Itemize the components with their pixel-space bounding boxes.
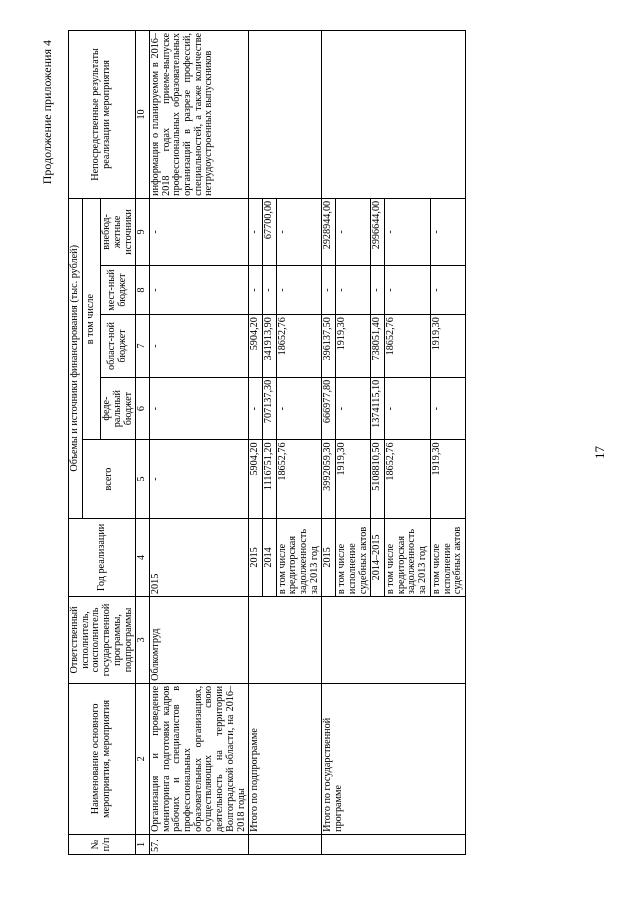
year: в том числе кредиторская задолженность за 2013 год (276, 518, 322, 596)
table-row (249, 31, 263, 855)
total: 1919,30 (336, 440, 371, 518)
extra: - (384, 198, 430, 265)
extra: - (249, 198, 263, 265)
col-number: 6 (136, 377, 150, 440)
regional: - (149, 315, 248, 378)
federal: - (336, 377, 371, 440)
regional: 18652,76 (276, 315, 322, 378)
year: в том числе исполнение судебных актов (430, 518, 465, 596)
col-number: 3 (136, 597, 150, 684)
federal: 707137,30 (262, 377, 276, 440)
federal: - (276, 377, 322, 440)
financing-table (68, 30, 466, 855)
local: - (384, 265, 430, 314)
year: 2014–2015 (371, 518, 385, 596)
local: - (336, 265, 371, 314)
col-number: 1 (136, 834, 150, 854)
federal: - (249, 377, 263, 440)
local: - (249, 265, 263, 314)
header-federal: феде-ральный бюджет (101, 377, 136, 440)
local: - (322, 265, 336, 314)
total: 18652,76 (276, 440, 322, 518)
regional: 341913,90 (262, 315, 276, 378)
year: 2015 (249, 518, 263, 596)
table-row (149, 31, 248, 855)
local: - (262, 265, 276, 314)
local: - (371, 265, 385, 314)
year: 2015 (322, 518, 336, 596)
extra: - (149, 198, 248, 265)
federal: - (430, 377, 465, 440)
total: 3992059,30 (322, 440, 336, 518)
local: - (149, 265, 248, 314)
page-number: 17 (592, 446, 607, 459)
header-including: в том числе (82, 198, 100, 440)
year: в том числе исполнение судебных актов (336, 518, 371, 596)
federal: 666977,80 (322, 377, 336, 440)
header-local: мест-ный бюджет (101, 265, 136, 314)
total: - (149, 440, 248, 518)
extra: 2996644,00 (371, 198, 385, 265)
regional: 18652,76 (384, 315, 430, 378)
federal: - (384, 377, 430, 440)
local: - (276, 265, 322, 314)
regional: 5904,20 (249, 315, 263, 378)
header-year: Год реализации (69, 518, 136, 596)
header-funding: Объемы и источники финансирования (тыс. рублей) (69, 198, 83, 518)
header-num: № п/п (69, 834, 136, 854)
regional: 1919,30 (430, 315, 465, 378)
subprogram-label: Итого по подпрограмме (249, 683, 322, 834)
continuation-title: Продолжение приложения 4 (40, 40, 54, 185)
row-number: 57. (149, 834, 248, 854)
regional: 396137,50 (322, 315, 336, 378)
executor: Облкомтруд (149, 597, 248, 684)
total: 5904,20 (249, 440, 263, 518)
total: 18652,76 (384, 440, 430, 518)
col-number: 4 (136, 518, 150, 596)
year: 2014 (262, 518, 276, 596)
federal: 1374115,10 (371, 377, 385, 440)
header-regional: област-ной бюджет (101, 315, 136, 378)
total: 1919,30 (430, 440, 465, 518)
header-activity: Наименование основного мероприятия, мероприятия (69, 683, 136, 834)
header-executor: Ответственный исполнитель, соисполнитель государственной программы, подпрограммы (69, 597, 136, 684)
extra: - (276, 198, 322, 265)
local: - (430, 265, 465, 314)
program-label: Итого по государственной программе (322, 683, 465, 834)
year: в том числе кредиторская задолженность за 2013 год (384, 518, 430, 596)
col-number: 2 (136, 683, 150, 834)
extra: 2928944,00 (322, 198, 336, 265)
header-extra: внебюд-жетные источники (101, 198, 136, 265)
total: 5108810,50 (371, 440, 385, 518)
col-number: 5 (136, 440, 150, 518)
extra: 67700,00 (262, 198, 276, 265)
header-results: Непосредственные результаты реализации мероприятия (69, 31, 136, 199)
total: 1116751,20 (262, 440, 276, 518)
col-number: 7 (136, 315, 150, 378)
activity-name: Организация и проведение мониторинга подготовки кадров рабочих и специалистов в профессиональных образовательных организациях, осуществляющих свою деятельность на территории Волгоградской области, на 2016–2018 годы (149, 683, 248, 834)
col-number: 9 (136, 198, 150, 265)
result: информация о планируемом в 2016–2018 годах приеме-выпуске профессиональных образовательных организаций в разрезе профессий, специальностей, а также количестве нетрудоустроенных выпускников (149, 31, 248, 199)
table-row (322, 31, 336, 855)
extra: - (336, 198, 371, 265)
col-number: 10 (136, 31, 150, 199)
federal: - (149, 377, 248, 440)
regional: 1919,30 (336, 315, 371, 378)
extra: - (430, 198, 465, 265)
year: 2015 (149, 518, 248, 596)
col-number: 8 (136, 265, 150, 314)
header-total: всего (82, 440, 136, 518)
regional: 738051,40 (371, 315, 385, 378)
